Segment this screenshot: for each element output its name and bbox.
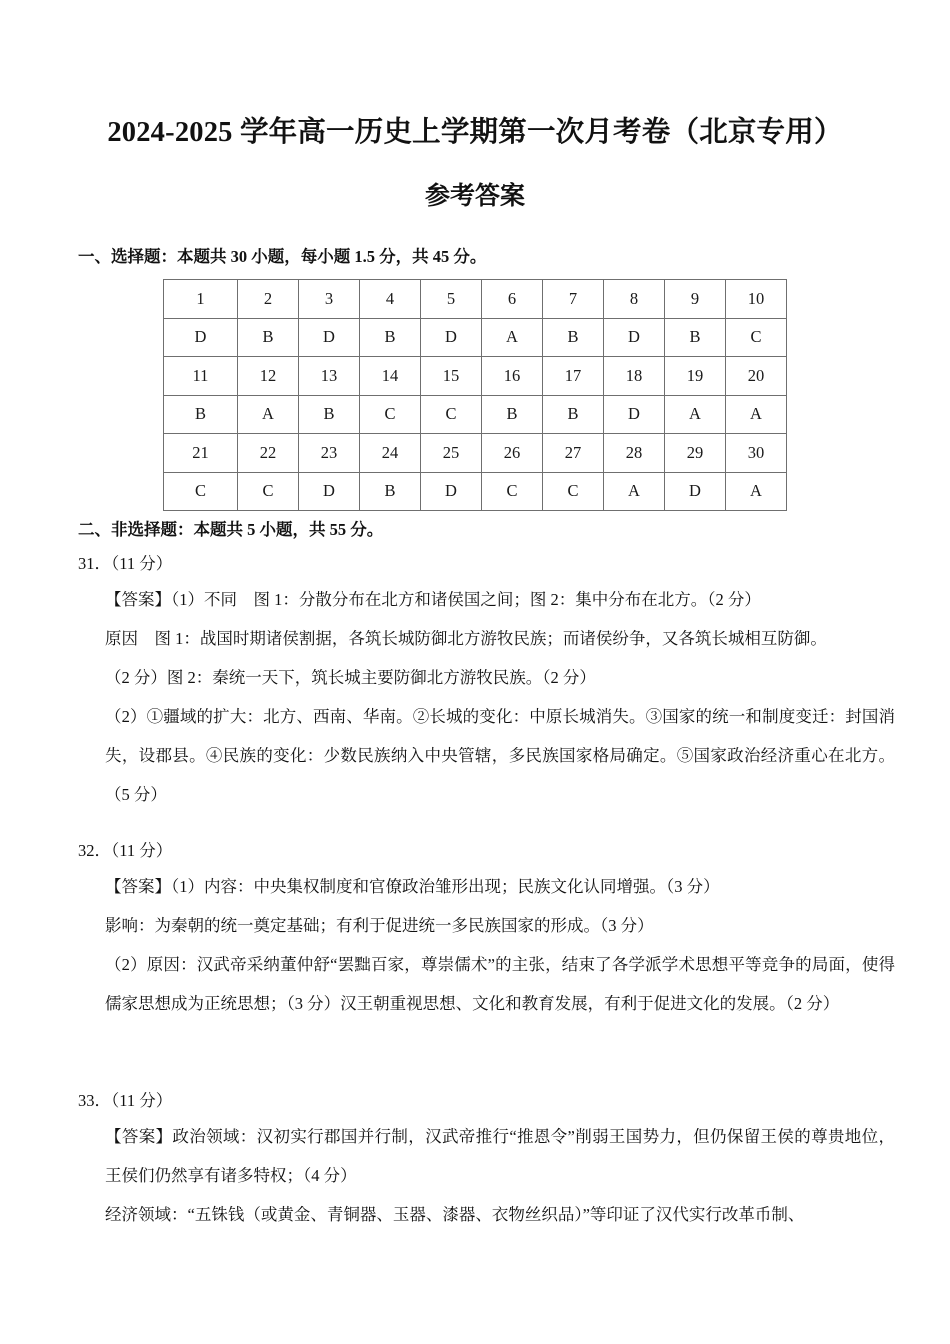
- question-number-cell: 7: [543, 280, 604, 319]
- question-number-cell: 25: [421, 434, 482, 473]
- answer-line: 经济领域：“五铢钱（或黄金、青铜器、玉器、漆器、衣物丝织品）”等印证了汉代实行改革币制、: [105, 1205, 805, 1224]
- table-row: [164, 280, 787, 319]
- answer-line: 原因 图 1：战国时期诸侯割据，各筑长城防御北方游牧民族；而诸侯纷争，又各筑长城相互防御。: [105, 629, 827, 648]
- question-number-cell: 14: [360, 357, 421, 396]
- answer-cell: D: [299, 318, 360, 357]
- question-body-31: [105, 580, 895, 814]
- page-title: 2024-2025 学年高一历史上学期第一次月考卷（北京专用）: [107, 117, 843, 148]
- answer-cell: B: [360, 472, 421, 511]
- question-number-cell: 6: [482, 280, 543, 319]
- answer-cell: D: [421, 472, 482, 511]
- question-body-33: [105, 1117, 895, 1234]
- answer-cell: A: [665, 395, 726, 434]
- question-number-cell: 29: [665, 434, 726, 473]
- answer-cell: B: [164, 395, 238, 434]
- question-number-cell: 19: [665, 357, 726, 396]
- answer-cell: D: [299, 472, 360, 511]
- answer-line: （2）原因：汉武帝采纳董仲舒“罢黜百家，尊崇儒术”的主张，结束了各学派学术思想平等竞争的局面，使得儒家思想成为正统思想；（3 分）汉王朝重视思想、文化和教育发展，有利于促进文化的发展。（2 分）: [105, 955, 895, 1013]
- answer-cell: C: [238, 472, 299, 511]
- answer-cell: D: [164, 318, 238, 357]
- answer-cell: D: [665, 472, 726, 511]
- answer-cell: C: [543, 472, 604, 511]
- answer-cell: A: [238, 395, 299, 434]
- question-number-31: 31．（11 分）: [78, 554, 173, 573]
- question-number-cell: 5: [421, 280, 482, 319]
- answer-cell: B: [543, 318, 604, 357]
- answer-line: （2）①疆域的扩大：北方、西南、华南。②长城的变化：中原长城消失。③国家的统一和制度变迁：封国消失，设郡县。④民族的变化：少数民族纳入中央管辖，多民族国家格局确定。⑤国家政治经济重心在北方。（5 分）: [105, 707, 895, 804]
- question-number-cell: 15: [421, 357, 482, 396]
- question-number-cell: 16: [482, 357, 543, 396]
- question-number-cell: 24: [360, 434, 421, 473]
- table-row: [164, 318, 787, 357]
- answer-line: 影响：为秦朝的统一奠定基础；有利于促进统一多民族国家的形成。（3 分）: [105, 916, 654, 935]
- answer-cell: A: [726, 395, 787, 434]
- question-number-cell: 2: [238, 280, 299, 319]
- table-row: [164, 357, 787, 396]
- question-number-cell: 28: [604, 434, 665, 473]
- question-number-cell: 21: [164, 434, 238, 473]
- answer-line: 【答案】（1）不同 图 1：分散分布在北方和诸侯国之间；图 2：集中分布在北方。（2 分）: [105, 590, 761, 609]
- question-number-cell: 10: [726, 280, 787, 319]
- answer-cell: A: [482, 318, 543, 357]
- question-number-cell: 26: [482, 434, 543, 473]
- question-number-33: 33．（11 分）: [78, 1091, 173, 1110]
- question-number-cell: 8: [604, 280, 665, 319]
- answer-cell: B: [299, 395, 360, 434]
- answer-cell: C: [421, 395, 482, 434]
- section-heading-choice: 一、选择题：本题共 30 小题，每小题 1.5 分，共 45 分。: [78, 247, 487, 266]
- answer-line: 【答案】（1）内容：中央集权制度和官僚政治雏形出现；民族文化认同增强。（3 分）: [105, 877, 720, 896]
- answer-line: 【答案】政治领域：汉初实行郡国并行制，汉武帝推行“推恩令”削弱王国势力，但仍保留王侯的尊贵地位，王侯们仍然享有诸多特权；（4 分）: [105, 1127, 895, 1185]
- question-number-cell: 17: [543, 357, 604, 396]
- question-number-cell: 12: [238, 357, 299, 396]
- answer-cell: C: [164, 472, 238, 511]
- answer-cell: B: [360, 318, 421, 357]
- table-row: [164, 395, 787, 434]
- question-number-cell: 30: [726, 434, 787, 473]
- answer-line: （2 分）图 2：秦统一天下，筑长城主要防御北方游牧民族。（2 分）: [105, 668, 596, 687]
- answer-cell: D: [604, 395, 665, 434]
- answer-cell: C: [726, 318, 787, 357]
- question-number-cell: 23: [299, 434, 360, 473]
- answer-cell: B: [238, 318, 299, 357]
- answer-cell: A: [726, 472, 787, 511]
- answer-cell: B: [543, 395, 604, 434]
- section-heading-non-choice: 二、非选择题：本题共 5 小题，共 55 分。: [78, 520, 384, 539]
- question-number-cell: 4: [360, 280, 421, 319]
- question-number-cell: 13: [299, 357, 360, 396]
- question-number-cell: 3: [299, 280, 360, 319]
- question-number-cell: 18: [604, 357, 665, 396]
- answer-cell: D: [421, 318, 482, 357]
- table-row: [164, 472, 787, 511]
- question-body-32: [105, 867, 895, 1023]
- table-row: [164, 434, 787, 473]
- question-number-cell: 22: [238, 434, 299, 473]
- answer-cell: C: [482, 472, 543, 511]
- question-number-cell: 27: [543, 434, 604, 473]
- question-number-cell: 9: [665, 280, 726, 319]
- question-number-cell: 11: [164, 357, 238, 396]
- answer-key-table: [163, 279, 787, 511]
- answer-cell: B: [665, 318, 726, 357]
- page-subtitle: 参考答案: [424, 183, 525, 210]
- answer-cell: C: [360, 395, 421, 434]
- answer-cell: B: [482, 395, 543, 434]
- question-number-cell: 20: [726, 357, 787, 396]
- answer-cell: D: [604, 318, 665, 357]
- question-number-cell: 1: [164, 280, 238, 319]
- question-number-32: 32．（11 分）: [78, 841, 173, 860]
- answer-key-table-wrapper: [163, 279, 785, 511]
- answer-cell: A: [604, 472, 665, 511]
